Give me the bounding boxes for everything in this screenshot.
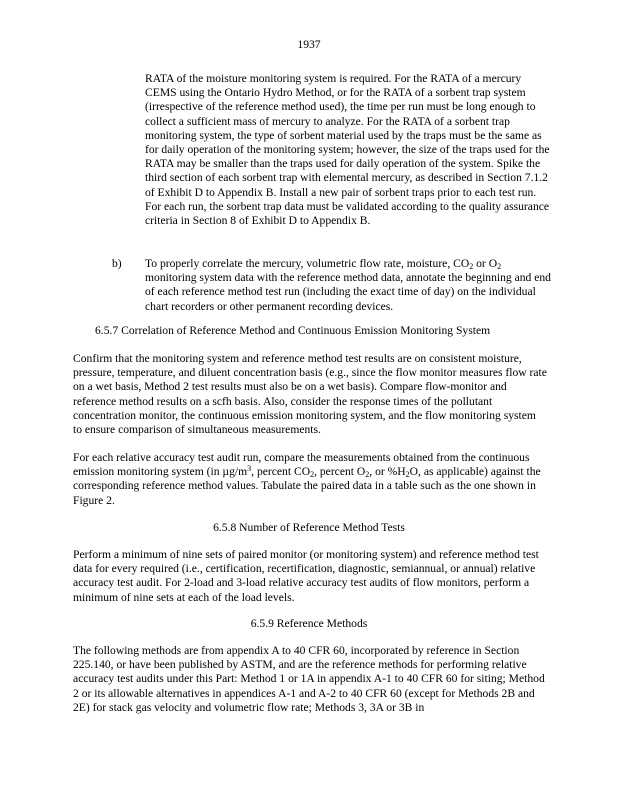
nine-sets-paragraph: Perform a minimum of nine sets of paired monitor (or monitoring system) and reference method test data for every required (i.e., certification, recertification, diagnostic, semiannual, or annual) relative accuracy test audit. For 2-load and 3-load relative accuracy test audits of flow monitors, perform a minimum of nine sets at each of the load levels. xyxy=(73,548,539,604)
audit-text-2: , percent CO xyxy=(251,465,311,479)
o2-subscript: 2 xyxy=(497,262,502,271)
item-b-text-part1: To properly correlate the mercury, volumetric flow rate, moisture, CO xyxy=(145,257,470,270)
co2-subscript-audit: 2 xyxy=(310,470,315,480)
page-number: 1937 xyxy=(297,38,321,51)
audit-text-1: For each relative accuracy test audit run, compare the measurements obtained from the continuous emission monitoring system (in µg/m xyxy=(73,451,530,479)
section-heading-6-5-9: 6.5.9 Reference Methods xyxy=(250,617,368,630)
list-item-b-text xyxy=(145,257,555,314)
section-heading-6-5-8: 6.5.8 Number of Reference Method Tests xyxy=(213,521,405,534)
h2o-subscript-audit: 2 xyxy=(405,470,410,480)
audit-text-4: , or %H xyxy=(369,465,406,479)
item-b-text-part2: or O xyxy=(473,257,498,270)
rata-paragraph: RATA of the moisture monitoring system is required. For the RATA of a mercury CEMS using the Ontario Hydro Method, or for the RATA of a sorbent trap system (irrespective of the reference method used), the time per run must be long enough to collect a sufficient mass of mercury to analyze. For the RATA of a sorbent trap monitoring system, the type of sorbent material used by the traps must be the same as for daily operation of the monitoring system; however, the size of the traps used for the RATA may be smaller than the traps used for daily operation of the system. Spike the third section of each sorbent trap with elemental mercury, as described in Section 7.1.2 of Exhibit D to Appendix B. Install a new pair of sorbent traps prior to each test run. For each run, the sorbent trap data must be validated according to the quality assurance criteria in Section 8 of Exhibit D to Appendix B. xyxy=(145,72,550,228)
audit-text-3: , percent O xyxy=(314,465,366,479)
audit-run-paragraph xyxy=(73,451,547,508)
section-heading-6-5-7: 6.5.7 Correlation of Reference Method and Continuous Emission Monitoring System xyxy=(95,324,491,337)
co2-subscript: 2 xyxy=(469,262,474,271)
cubed-superscript: 3 xyxy=(247,464,252,474)
audit-text-5: O, as applicable) against the corresponding reference method values. Tabulate the paired data in a table such as the one shown in Figure 2. xyxy=(73,465,541,507)
o2-subscript-audit: 2 xyxy=(365,470,370,480)
confirm-paragraph: Confirm that the monitoring system and reference method test results are on consistent moisture, pressure, temperature, and diluent concentration basis (e.g., since the flow monitor measures flow rate on a wet basis, Method 2 test results must also be on a wet basis). Compare flow-monitor and reference method results on a scfh basis. Also, consider the response times of the pollutant concentration monitor, the continuous emission monitoring system, and the flow monitoring system to ensure comparison of simultaneous measurements. xyxy=(73,352,547,437)
item-b-text-part3: monitoring system data with the reference method data, annotate the beginning and end of each reference method test run (including the exact time of day) on the individual chart recorders or other permanent recording devices. xyxy=(145,271,551,313)
list-item-label-b: b) xyxy=(112,257,122,270)
reference-methods-paragraph: The following methods are from appendix A to 40 CFR 60, incorporated by reference in Section 225.140, or have been published by ASTM, and are the reference methods for performing relative accuracy test audits under this Part: Method 1 or 1A in appendix A-1 to 40 CFR 60 for siting; Method 2 or its allowable alternatives in appendices A-1 and A-2 to 40 CFR 60 (except for Methods 2B and 2E) for stack gas velocity and volumetric flow rate; Methods 3, 3A or 3B in xyxy=(73,644,545,714)
